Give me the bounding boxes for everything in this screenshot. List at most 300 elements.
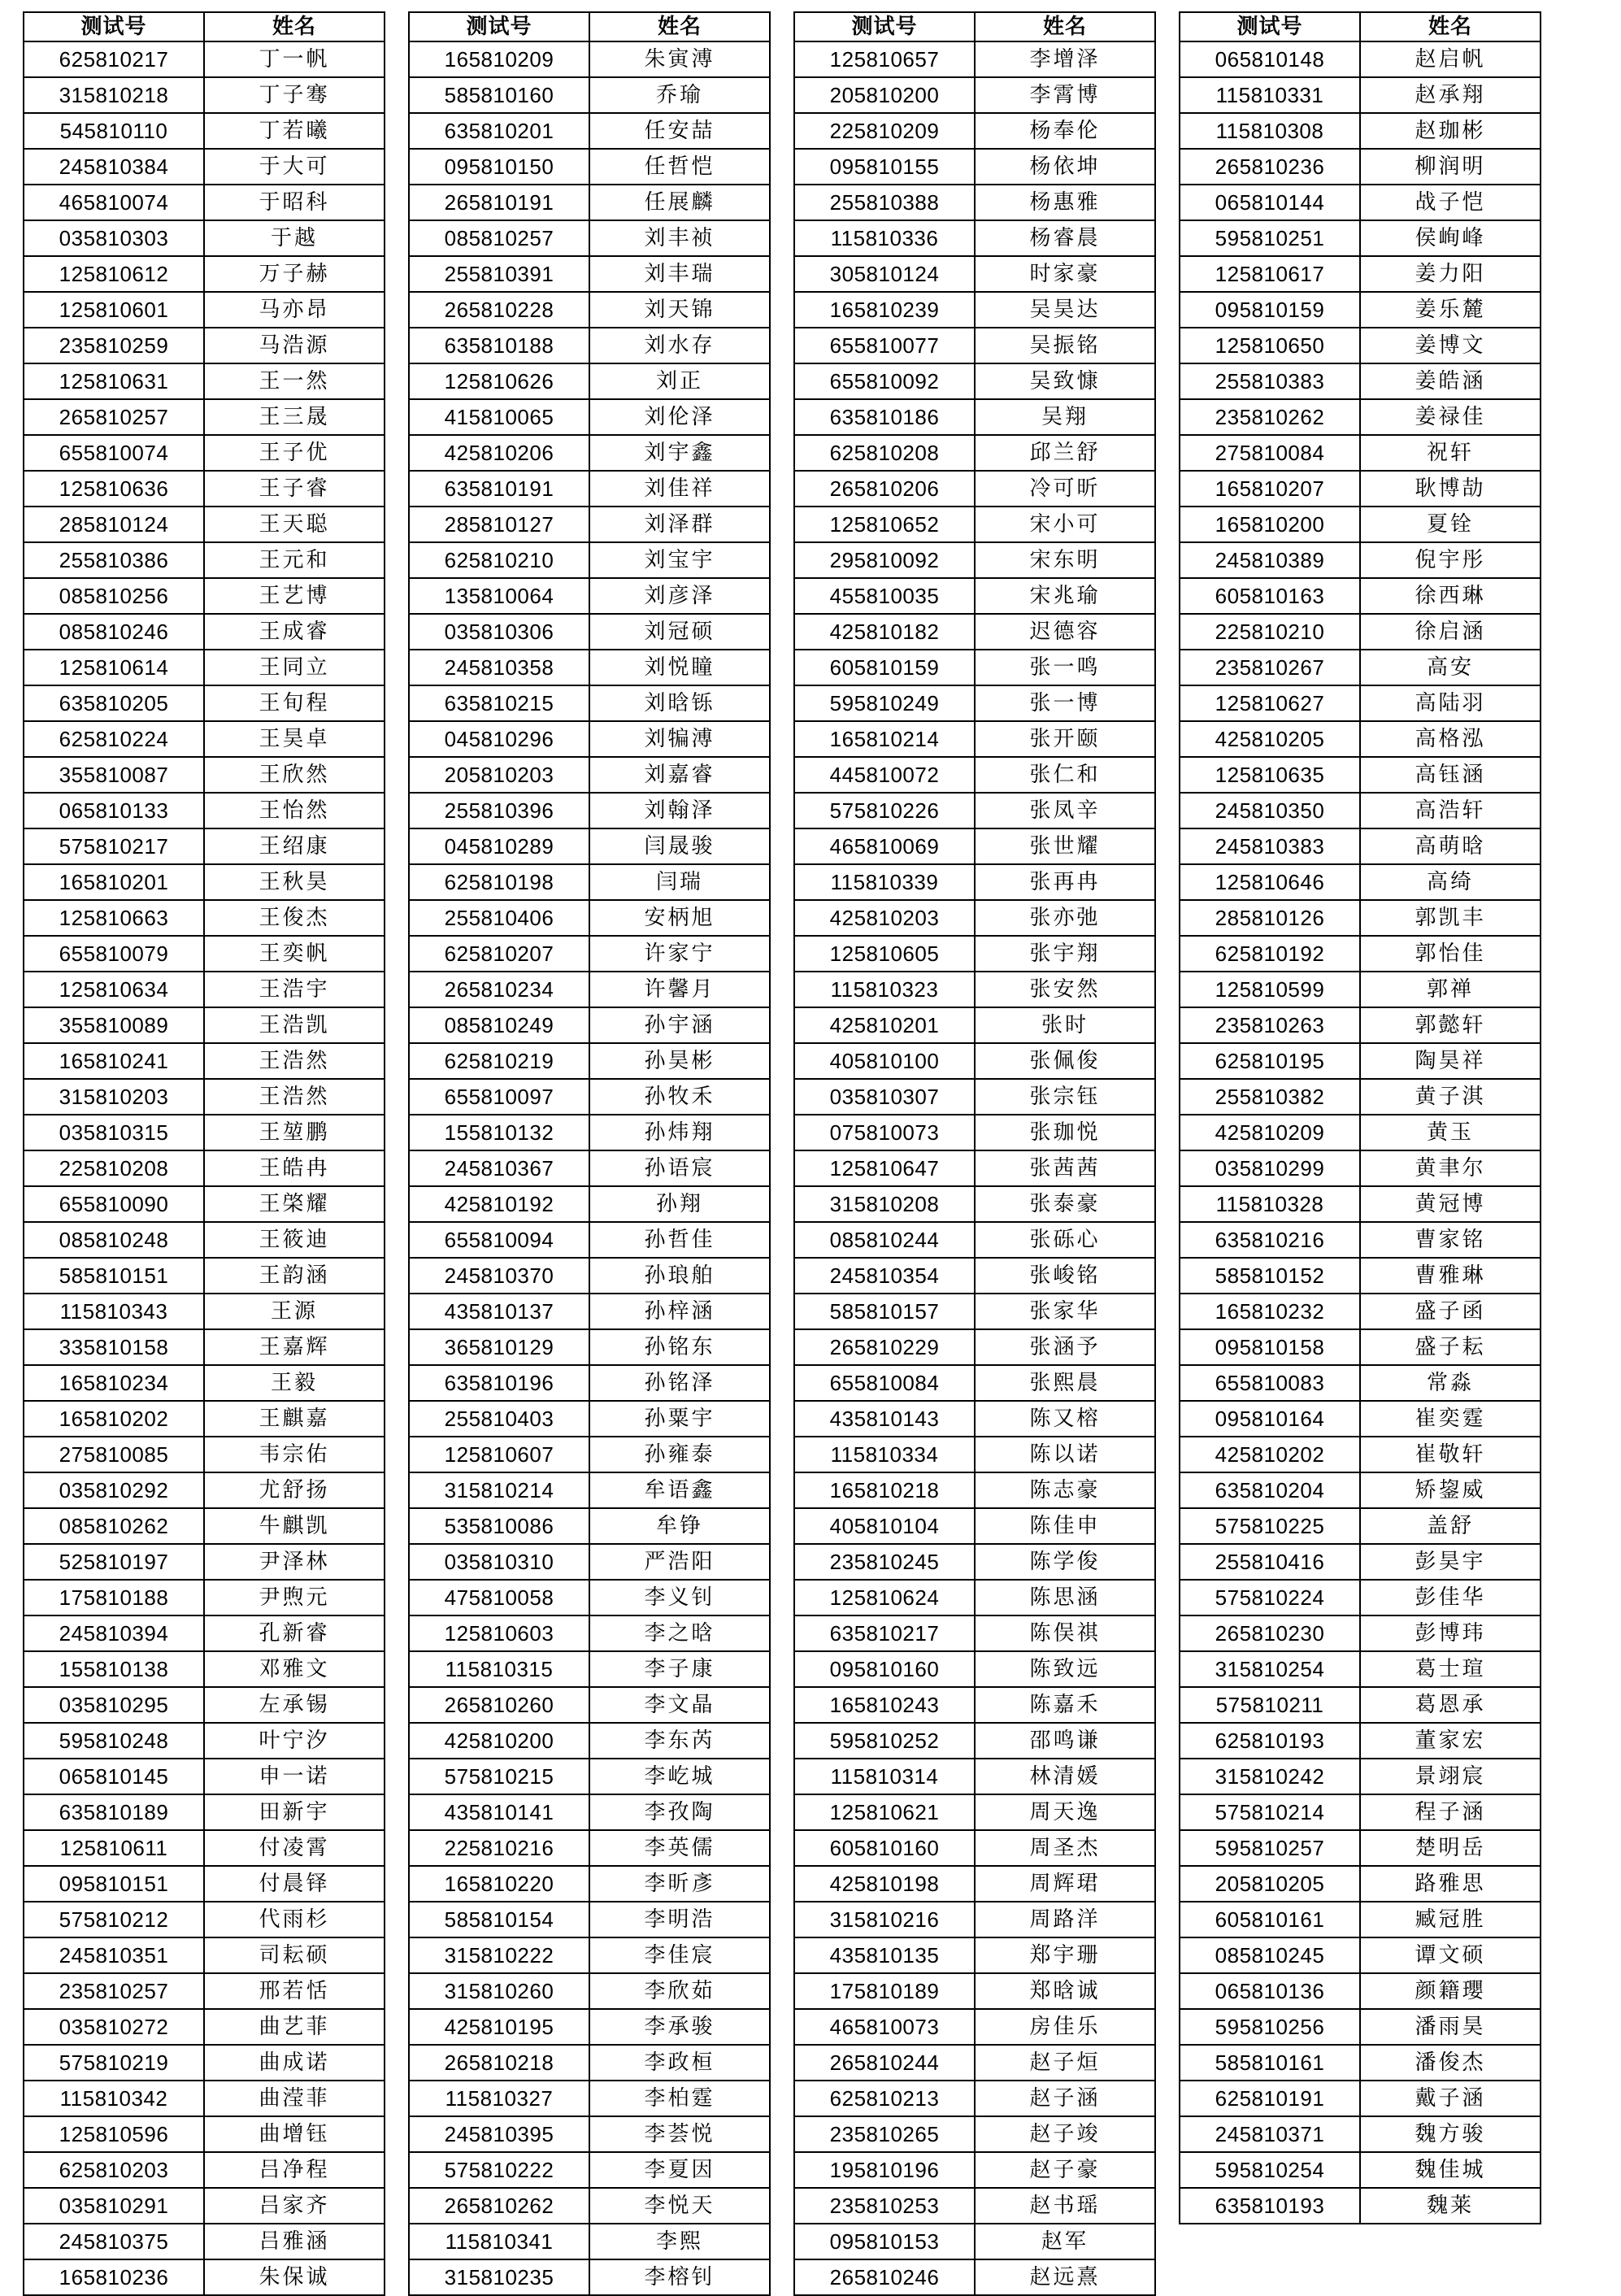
table-row (1180, 292, 1541, 328)
roster-table-2 (408, 11, 771, 2296)
cell-test-number: 165810202 (24, 1401, 204, 1437)
cell-name: 柳润明 (1360, 149, 1541, 185)
cell-test-number: 085810245 (1180, 1937, 1360, 1973)
table-row (24, 220, 385, 256)
cell-test-number: 265810257 (24, 399, 204, 435)
cell-test-number: 165810209 (409, 41, 589, 77)
cell-test-number: 465810069 (794, 828, 975, 864)
table-row (24, 578, 385, 614)
cell-name: 战子恺 (1360, 185, 1541, 220)
cell-name: 王嘉辉 (204, 1329, 385, 1365)
table-body (1180, 41, 1541, 2224)
table-row (24, 2259, 385, 2295)
cell-test-number: 245810354 (794, 1258, 975, 1294)
table-row (794, 828, 1155, 864)
cell-test-number: 255810382 (1180, 1079, 1360, 1115)
cell-name: 刘正 (589, 363, 770, 399)
cell-test-number: 315810242 (1180, 1759, 1360, 1794)
cell-name: 孙粟宇 (589, 1401, 770, 1437)
table-row (794, 1973, 1155, 2009)
cell-test-number: 265810236 (1180, 149, 1360, 185)
cell-test-number: 405810104 (794, 1508, 975, 1544)
table-row (794, 2224, 1155, 2259)
table-row (24, 256, 385, 292)
cell-test-number: 575810217 (24, 828, 204, 864)
table-row (1180, 614, 1541, 650)
cell-test-number: 635810188 (409, 328, 589, 363)
cell-test-number: 235810259 (24, 328, 204, 363)
table-row (409, 1437, 770, 1472)
cell-name: 郭凯丰 (1360, 900, 1541, 936)
cell-name: 曲滢菲 (204, 2081, 385, 2116)
cell-name: 王子优 (204, 435, 385, 471)
table-row (24, 793, 385, 828)
table-row (794, 864, 1155, 900)
cell-name: 高浩轩 (1360, 793, 1541, 828)
cell-test-number: 255810391 (409, 256, 589, 292)
cell-name: 李增泽 (975, 41, 1155, 77)
cell-name: 徐启涵 (1360, 614, 1541, 650)
cell-name: 姜皓涵 (1360, 363, 1541, 399)
cell-name: 尹煦元 (204, 1580, 385, 1615)
table-row (24, 2116, 385, 2152)
cell-test-number: 255810416 (1180, 1544, 1360, 1580)
cell-name: 戴子涵 (1360, 2081, 1541, 2116)
cell-test-number: 265810228 (409, 292, 589, 328)
column-header-name: 姓名 (975, 12, 1155, 41)
cell-test-number: 315810218 (24, 77, 204, 113)
cell-test-number: 085810262 (24, 1508, 204, 1544)
table-row (1180, 1115, 1541, 1150)
table-row (794, 2081, 1155, 2116)
cell-test-number: 125810611 (24, 1830, 204, 1866)
cell-test-number: 635810204 (1180, 1472, 1360, 1508)
cell-name: 王旬程 (204, 685, 385, 721)
cell-test-number: 125810626 (409, 363, 589, 399)
cell-name: 葛恩承 (1360, 1687, 1541, 1723)
table-row (794, 1866, 1155, 1902)
cell-name: 李佳宸 (589, 1937, 770, 1973)
table-row (794, 471, 1155, 507)
cell-test-number: 115810341 (409, 2224, 589, 2259)
table-row (409, 1329, 770, 1365)
cell-name: 赵书瑶 (975, 2188, 1155, 2224)
cell-name: 张泰豪 (975, 1186, 1155, 1222)
cell-test-number: 255810396 (409, 793, 589, 828)
table-row (794, 1186, 1155, 1222)
header-row (1180, 12, 1541, 41)
table-row (794, 1365, 1155, 1401)
cell-name: 陶昊祥 (1360, 1043, 1541, 1079)
table-row (1180, 220, 1541, 256)
table-row (409, 1258, 770, 1294)
cell-test-number: 655810074 (24, 435, 204, 471)
cell-test-number: 095810150 (409, 149, 589, 185)
cell-name: 王麒嘉 (204, 1401, 385, 1437)
table-row (409, 1365, 770, 1401)
table-row (1180, 1544, 1541, 1580)
table-row (1180, 1615, 1541, 1651)
cell-test-number: 135810064 (409, 578, 589, 614)
cell-name: 李明浩 (589, 1902, 770, 1937)
cell-name: 郑晗诚 (975, 1973, 1155, 2009)
table-row (794, 1687, 1155, 1723)
cell-name: 孙昊彬 (589, 1043, 770, 1079)
table-row (794, 363, 1155, 399)
table-row (794, 41, 1155, 77)
cell-name: 程子涵 (1360, 1794, 1541, 1830)
table-row (24, 721, 385, 757)
table-row (1180, 1472, 1541, 1508)
cell-name: 邱兰舒 (975, 435, 1155, 471)
table-row (794, 578, 1155, 614)
table-row (409, 2116, 770, 2152)
column-header-name: 姓名 (589, 12, 770, 41)
table-row (794, 399, 1155, 435)
cell-name: 王天聪 (204, 507, 385, 542)
cell-name: 颜籍瓔 (1360, 1973, 1541, 2009)
cell-name: 崔敬轩 (1360, 1437, 1541, 1472)
table-row (794, 256, 1155, 292)
cell-name: 田新宇 (204, 1794, 385, 1830)
table-row (1180, 41, 1541, 77)
cell-name: 李文晶 (589, 1687, 770, 1723)
cell-name: 杨奉伦 (975, 113, 1155, 149)
cell-name: 王昊卓 (204, 721, 385, 757)
cell-test-number: 595810256 (1180, 2009, 1360, 2045)
cell-name: 陈致远 (975, 1651, 1155, 1687)
table-row (409, 328, 770, 363)
cell-test-number: 315810216 (794, 1902, 975, 1937)
table-row (1180, 2081, 1541, 2116)
cell-test-number: 115810343 (24, 1294, 204, 1329)
table-row (409, 41, 770, 77)
table-row (24, 328, 385, 363)
table-row (1180, 1437, 1541, 1472)
cell-name: 刘丰祯 (589, 220, 770, 256)
cell-name: 李之晗 (589, 1615, 770, 1651)
table-row (24, 1079, 385, 1115)
table-row (24, 1687, 385, 1723)
cell-test-number: 165810220 (409, 1866, 589, 1902)
table-row (24, 1723, 385, 1759)
cell-test-number: 605810161 (1180, 1902, 1360, 1937)
cell-name: 盛子耘 (1360, 1329, 1541, 1365)
cell-test-number: 095810155 (794, 149, 975, 185)
cell-name: 夏铨 (1360, 507, 1541, 542)
cell-test-number: 235810253 (794, 2188, 975, 2224)
cell-test-number: 045810289 (409, 828, 589, 864)
cell-name: 王子睿 (204, 471, 385, 507)
table-row (1180, 1401, 1541, 1437)
cell-test-number: 245810351 (24, 1937, 204, 1973)
cell-name: 李屹城 (589, 1759, 770, 1794)
cell-test-number: 265810260 (409, 1687, 589, 1723)
table-row (1180, 2116, 1541, 2152)
cell-test-number: 115810336 (794, 220, 975, 256)
cell-test-number: 435810137 (409, 1294, 589, 1329)
cell-test-number: 595810257 (1180, 1830, 1360, 1866)
cell-test-number: 595810248 (24, 1723, 204, 1759)
cell-test-number: 165810200 (1180, 507, 1360, 542)
table-row (409, 1973, 770, 2009)
cell-name: 吴翔 (975, 399, 1155, 435)
cell-name: 宋兆瑜 (975, 578, 1155, 614)
cell-test-number: 635810193 (1180, 2188, 1360, 2224)
cell-name: 付凌霄 (204, 1830, 385, 1866)
cell-name: 尤舒扬 (204, 1472, 385, 1508)
cell-name: 李欣茹 (589, 1973, 770, 2009)
cell-test-number: 205810205 (1180, 1866, 1360, 1902)
cell-name: 孔新睿 (204, 1615, 385, 1651)
cell-test-number: 125810601 (24, 292, 204, 328)
table-row (794, 292, 1155, 328)
cell-name: 张宗钰 (975, 1079, 1155, 1115)
cell-test-number: 165810236 (24, 2259, 204, 2295)
cell-name: 王秋昊 (204, 864, 385, 900)
table-row (794, 542, 1155, 578)
table-row (24, 1365, 385, 1401)
column-header-test-number: 测试号 (794, 12, 975, 41)
table-body (24, 41, 385, 2295)
cell-name: 李悦天 (589, 2188, 770, 2224)
cell-name: 刘宇鑫 (589, 435, 770, 471)
cell-name: 刘佳祥 (589, 471, 770, 507)
cell-name: 王源 (204, 1294, 385, 1329)
cell-test-number: 355810087 (24, 757, 204, 793)
cell-test-number: 155810132 (409, 1115, 589, 1150)
cell-test-number: 115810342 (24, 2081, 204, 2116)
cell-name: 丁一帆 (204, 41, 385, 77)
cell-test-number: 575810224 (1180, 1580, 1360, 1615)
cell-name: 刘宝宇 (589, 542, 770, 578)
cell-name: 付晨铎 (204, 1866, 385, 1902)
table-row (24, 77, 385, 113)
table-row (409, 936, 770, 972)
cell-test-number: 125810647 (794, 1150, 975, 1186)
cell-name: 魏莱 (1360, 2188, 1541, 2224)
table-row (794, 1794, 1155, 1830)
cell-test-number: 115810308 (1180, 113, 1360, 149)
cell-test-number: 125810621 (794, 1794, 975, 1830)
table-row (794, 328, 1155, 363)
cell-test-number: 235810257 (24, 1973, 204, 2009)
table-row (409, 2188, 770, 2224)
cell-test-number: 095810153 (794, 2224, 975, 2259)
cell-name: 高绮 (1360, 864, 1541, 900)
table-row (794, 220, 1155, 256)
cell-test-number: 635810191 (409, 471, 589, 507)
cell-test-number: 425810202 (1180, 1437, 1360, 1472)
cell-test-number: 265810218 (409, 2045, 589, 2081)
table-row (24, 1294, 385, 1329)
table-row (24, 363, 385, 399)
table-row (24, 685, 385, 721)
cell-test-number: 235810262 (1180, 399, 1360, 435)
cell-name: 王俊杰 (204, 900, 385, 936)
table-row (794, 1401, 1155, 1437)
cell-name: 时家豪 (975, 256, 1155, 292)
cell-test-number: 245810367 (409, 1150, 589, 1186)
table-row (794, 1830, 1155, 1866)
cell-test-number: 465810073 (794, 2009, 975, 2045)
cell-name: 吴振铭 (975, 328, 1155, 363)
table-row (794, 149, 1155, 185)
cell-name: 张世耀 (975, 828, 1155, 864)
cell-test-number: 065810148 (1180, 41, 1360, 77)
table-row (794, 185, 1155, 220)
cell-test-number: 065810144 (1180, 185, 1360, 220)
table-row (794, 1615, 1155, 1651)
cell-name: 张宇翔 (975, 936, 1155, 972)
cell-test-number: 165810201 (24, 864, 204, 900)
cell-name: 吕净程 (204, 2152, 385, 2188)
table-row (794, 1437, 1155, 1472)
table-row (409, 757, 770, 793)
cell-test-number: 245810389 (1180, 542, 1360, 578)
cell-test-number: 655810079 (24, 936, 204, 972)
table-row (409, 1294, 770, 1329)
cell-test-number: 085810256 (24, 578, 204, 614)
table-row (1180, 793, 1541, 828)
cell-name: 陈又榕 (975, 1401, 1155, 1437)
table-row (1180, 1759, 1541, 1794)
table-row (409, 113, 770, 149)
table-row (24, 2081, 385, 2116)
cell-name: 赵远熹 (975, 2259, 1155, 2295)
table-row (794, 507, 1155, 542)
table-row (1180, 900, 1541, 936)
cell-name: 李榕钊 (589, 2259, 770, 2295)
cell-name: 黄聿尔 (1360, 1150, 1541, 1186)
cell-name: 王浩然 (204, 1043, 385, 1079)
table-row (1180, 1222, 1541, 1258)
cell-name: 郑宇珊 (975, 1937, 1155, 1973)
cell-test-number: 635810201 (409, 113, 589, 149)
cell-test-number: 635810186 (794, 399, 975, 435)
cell-name: 杨依坤 (975, 149, 1155, 185)
cell-test-number: 655810090 (24, 1186, 204, 1222)
cell-name: 祝轩 (1360, 435, 1541, 471)
cell-name: 李子康 (589, 1651, 770, 1687)
cell-name: 王韵涵 (204, 1258, 385, 1294)
cell-test-number: 275810084 (1180, 435, 1360, 471)
cell-test-number: 125810596 (24, 2116, 204, 2152)
cell-test-number: 115810314 (794, 1759, 975, 1794)
table-row (1180, 1937, 1541, 1973)
cell-name: 徐西琳 (1360, 578, 1541, 614)
cell-name: 牛麒凯 (204, 1508, 385, 1544)
cell-test-number: 625810198 (409, 864, 589, 900)
table-row (24, 1759, 385, 1794)
cell-test-number: 095810164 (1180, 1401, 1360, 1437)
cell-test-number: 035810291 (24, 2188, 204, 2224)
cell-name: 王元和 (204, 542, 385, 578)
table-row (409, 1794, 770, 1830)
table-row (1180, 149, 1541, 185)
cell-test-number: 425810206 (409, 435, 589, 471)
cell-test-number: 035810306 (409, 614, 589, 650)
table-row (409, 1544, 770, 1580)
cell-test-number: 655810097 (409, 1079, 589, 1115)
cell-name: 赵军 (975, 2224, 1155, 2259)
cell-name: 于昭科 (204, 185, 385, 220)
cell-name: 潘俊杰 (1360, 2045, 1541, 2081)
cell-test-number: 035810272 (24, 2009, 204, 2045)
table-row (409, 2259, 770, 2295)
cell-name: 彭昊宇 (1360, 1544, 1541, 1580)
cell-test-number: 315810214 (409, 1472, 589, 1508)
cell-test-number: 545810110 (24, 113, 204, 149)
column-header-name: 姓名 (1360, 12, 1541, 41)
table-row (409, 864, 770, 900)
cell-name: 李英儒 (589, 1830, 770, 1866)
cell-test-number: 195810196 (794, 2152, 975, 2188)
table-row (409, 1043, 770, 1079)
column-header-name: 姓名 (204, 12, 385, 41)
table-row (409, 614, 770, 650)
table-row (409, 399, 770, 435)
cell-name: 张涵予 (975, 1329, 1155, 1365)
cell-name: 孙牧禾 (589, 1079, 770, 1115)
table-row (1180, 1079, 1541, 1115)
table-row (1180, 721, 1541, 757)
table-row (409, 2152, 770, 2188)
table-row (409, 721, 770, 757)
table-row (409, 1186, 770, 1222)
table-row (1180, 399, 1541, 435)
cell-test-number: 065810136 (1180, 1973, 1360, 2009)
cell-test-number: 275810085 (24, 1437, 204, 1472)
column-header-test-number: 测试号 (24, 12, 204, 41)
table-row (24, 2188, 385, 2224)
cell-name: 宋小可 (975, 507, 1155, 542)
roster-table-1 (23, 11, 385, 2296)
table-row (1180, 1186, 1541, 1222)
cell-test-number: 605810160 (794, 1830, 975, 1866)
cell-test-number: 655810092 (794, 363, 975, 399)
table-row (409, 1222, 770, 1258)
cell-test-number: 155810138 (24, 1651, 204, 1687)
cell-test-number: 315810222 (409, 1937, 589, 1973)
cell-test-number: 115810331 (1180, 77, 1360, 113)
table-row (409, 256, 770, 292)
cell-name: 张亦弛 (975, 900, 1155, 936)
cell-test-number: 435810143 (794, 1401, 975, 1437)
table-row (794, 1115, 1155, 1150)
cell-name: 高格泓 (1360, 721, 1541, 757)
cell-test-number: 085810244 (794, 1222, 975, 1258)
cell-name: 刘天锦 (589, 292, 770, 328)
table-row (794, 793, 1155, 828)
cell-name: 许馨月 (589, 972, 770, 1007)
table-row (24, 507, 385, 542)
table-row (24, 1902, 385, 1937)
table-row (24, 1651, 385, 1687)
cell-test-number: 245810395 (409, 2116, 589, 2152)
cell-test-number: 095810158 (1180, 1329, 1360, 1365)
cell-name: 宋东明 (975, 542, 1155, 578)
table-row (24, 864, 385, 900)
cell-name: 耿博劼 (1360, 471, 1541, 507)
table-row (1180, 113, 1541, 149)
table-row (794, 2188, 1155, 2224)
header-row (24, 12, 385, 41)
table-row (24, 1544, 385, 1580)
table-row (24, 1150, 385, 1186)
table-row (1180, 542, 1541, 578)
cell-test-number: 165810207 (1180, 471, 1360, 507)
